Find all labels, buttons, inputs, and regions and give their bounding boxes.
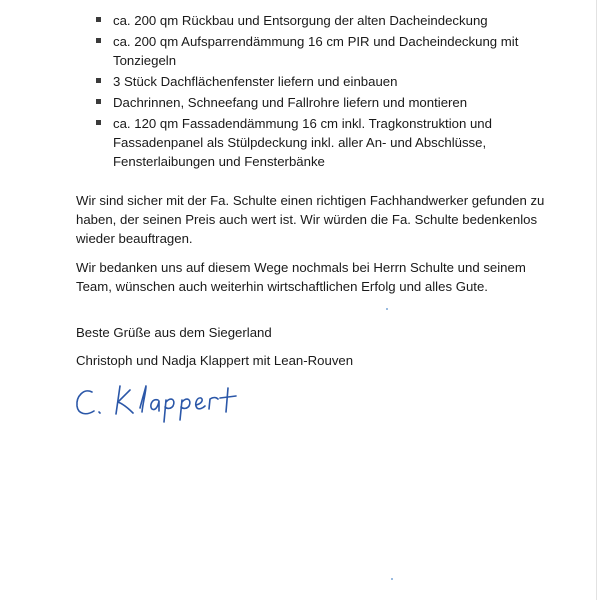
list-item-text: 3 Stück Dachflächenfenster liefern und einbauen: [113, 74, 398, 89]
sender-names: Christoph und Nadja Klappert mit Lean-Rouven: [76, 353, 354, 368]
list-item: [95, 93, 565, 112]
scan-edge-line: [596, 0, 597, 600]
handwritten-signature: [70, 378, 260, 426]
thanks-paragraph: Wir bedanken uns auf diesem Wege nochmals bei Herrn Schulte und seinem Team, wünschen auch weiterhin wirtschaftlichen Erfolg und alles Gute.: [76, 260, 526, 294]
scan-speck: [391, 578, 393, 580]
recommendation-paragraph: Wir sind sicher mit der Fa. Schulte einen richtigen Fachhandwerker gefunden zu haben, der seinen Preis auch wert ist. Wir würden die Fa. Schulte bedenkenlos wieder beauftragen.: [76, 193, 545, 246]
square-bullet-icon: [96, 120, 101, 125]
square-bullet-icon: [96, 38, 101, 43]
scan-speck: [386, 308, 388, 310]
list-item: [95, 11, 565, 30]
closing-greeting: Beste Grüße aus dem Siegerland: [76, 325, 272, 340]
list-item-text: ca. 200 qm Aufsparrendämmung 16 cm PIR und Dacheindeckung mit Tonziegeln: [113, 34, 519, 68]
work-list: [95, 11, 565, 173]
square-bullet-icon: [96, 78, 101, 83]
list-item-text: ca. 200 qm Rückbau und Entsorgung der alten Dacheindeckung: [113, 13, 488, 28]
square-bullet-icon: [96, 99, 101, 104]
list-item-text: Dachrinnen, Schneefang und Fallrohre liefern und montieren: [113, 95, 468, 110]
list-item: [95, 32, 565, 70]
list-item-text: ca. 120 qm Fassadendämmung 16 cm inkl. Tragkonstruktion und Fassadenpanel als Stülpdeckung inkl. aller An- und Abschlüsse, Fensterlaibungen und Fensterbänke: [113, 116, 492, 169]
square-bullet-icon: [96, 17, 101, 22]
list-item: [95, 114, 565, 171]
list-item: [95, 72, 565, 91]
